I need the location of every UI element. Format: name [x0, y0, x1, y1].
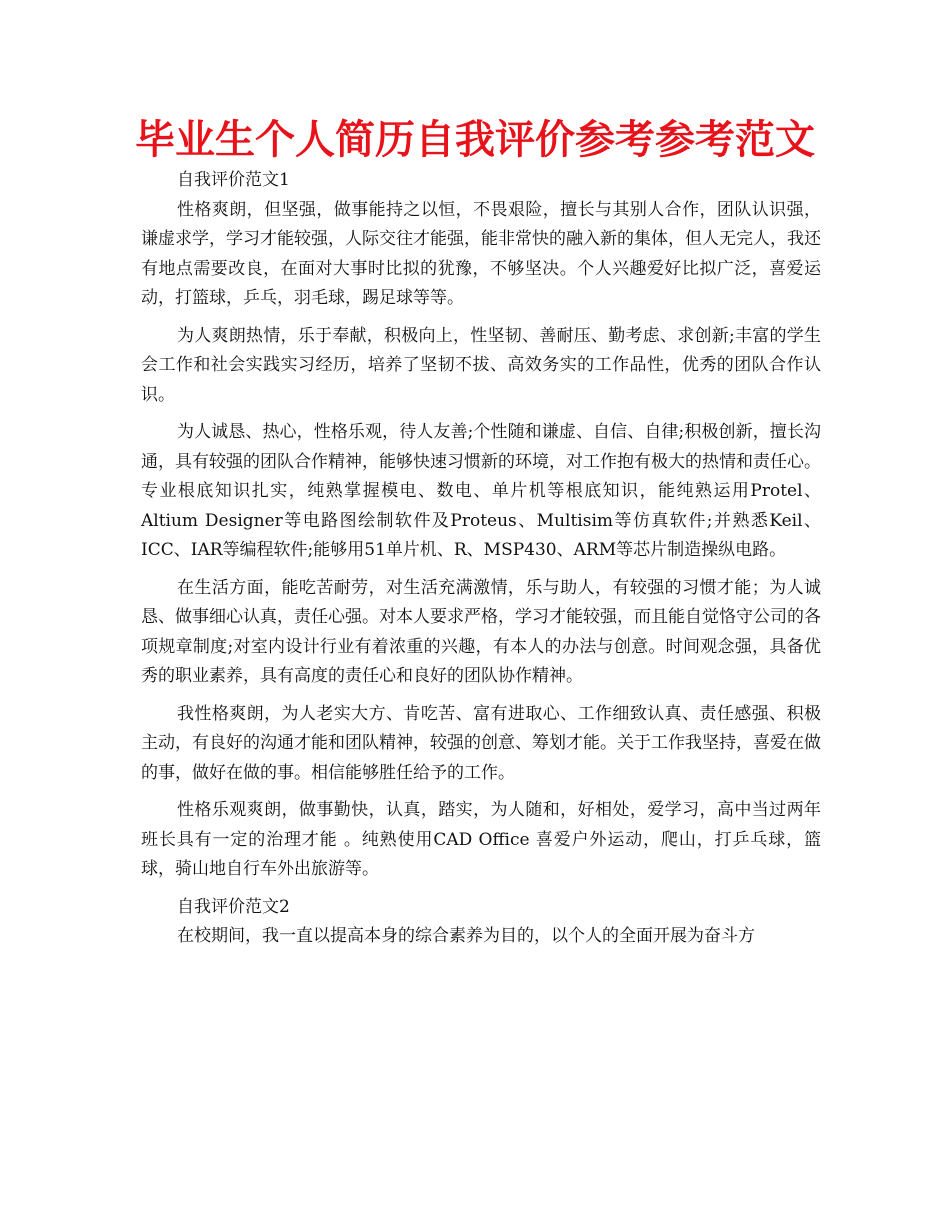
- section-heading: 自我评价范文2: [177, 896, 290, 917]
- section-heading: 自我评价范文1: [177, 170, 290, 190]
- paragraph: 性格爽朗，但坚强，做事能持之以恒，不畏艰险，擅长与其别人合作，团队认识强，谦虚求学，学习才能较强，人际交往才能强，能非常快的融入新的集体，但人无完人，我还有地点需要改良，在面对大事时比拟的犹豫，不够坚决。个人兴趣爱好比拟广泛，喜爱运动，打篮球，乒乓，羽毛球，踢足球等等。: [141, 199, 821, 308]
- paragraph: 性格乐观爽朗，做事勤快，认真，踏实，为人随和，好相处，爱学习，高中当过两年班长具有一定的治理才能 。纯熟使用CAD Office 喜爱户外运动，爬山，打乒乓球，篮球，骑山地自行车外出旅游等。: [141, 800, 821, 879]
- paragraph: 在校期间，我一直以提高本身的综合素养为目的，以个人的全面开展为奋斗方: [177, 926, 755, 946]
- paragraph: 为人诚恳、热心，性格乐观，待人友善;个性随和谦虚、自信、自律;积极创新，擅长沟通，具有较强的团队合作精神，能够快速习惯新的环境，对工作抱有极大的热情和责任心。专业根底知识扎实，纯熟掌握模电、数电、单片机等根底知识，能纯熟运用Protel、Altium Designer等电路图绘制软件及Proteus、Multisim等仿真软件;并熟悉Keil、ICC、IAR等编程软件;能够用51单片机、R、MSP430、ARM等芯片制造操纵电路。: [141, 422, 821, 560]
- paragraph: 我性格爽朗，为人老实大方、肯吃苦、富有进取心、工作细致认真、责任感强、积极主动，有良好的沟通才能和团队精神，较强的创意、筹划才能。关于工作我坚持，喜爱在做的事，做好在做的事。相信能够胜任给予的工作。: [141, 703, 821, 783]
- paragraph: 为人爽朗热情，乐于奉献，积极向上，性坚韧、善耐压、勤考虑、求创新;丰富的学生会工作和社会实践实习经历，培养了坚韧不拔、高效务实的工作品性，优秀的团队合作认识。: [141, 325, 821, 405]
- document-body: [141, 166, 821, 952]
- document-title: 毕业生个人简历自我评价参考参考范文: [135, 117, 815, 163]
- paragraph: 在生活方面，能吃苦耐劳，对生活充满激情，乐与助人，有较强的习惯才能；为人诚恳、做事细心认真，责任心强。对本人要求严格，学习才能较强，而且能自觉恪守公司的各项规章制度;对室内设计行业有着浓重的兴趣，有本人的办法与创意。时间观念强，具备优秀的职业素养，具有高度的责任心和良好的团队协作精神。: [141, 577, 821, 686]
